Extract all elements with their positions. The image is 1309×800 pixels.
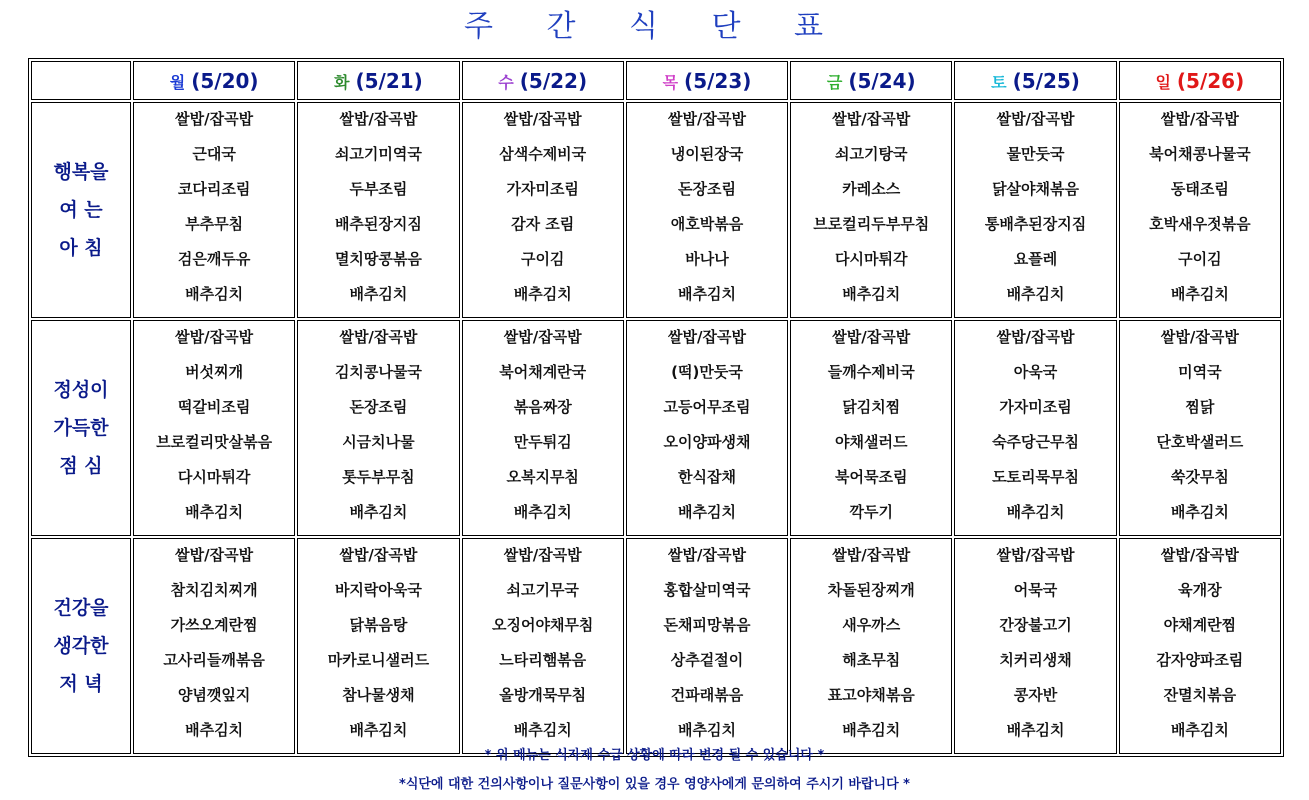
- menu-list: [791, 321, 951, 535]
- menu-list: [627, 539, 787, 753]
- menu-item: 근대국: [192, 145, 236, 163]
- menu-item: 가쓰오계란찜: [170, 616, 258, 634]
- menu-item: 구이김: [1178, 250, 1222, 268]
- menu-item: 쌀밥/잡곡밥: [1160, 328, 1239, 346]
- menu-item: 가자미조림: [506, 180, 579, 198]
- day-date: (5/22): [519, 68, 588, 93]
- menu-item: 한식잡채: [678, 468, 736, 486]
- menu-item: 북어채계란국: [499, 363, 587, 381]
- menu-item: 요플레: [1013, 250, 1058, 268]
- menu-item: 배추김치: [1006, 503, 1065, 521]
- menu-cell: [133, 320, 295, 536]
- menu-item: 쌀밥/잡곡밥: [339, 110, 418, 128]
- menu-list: [1120, 539, 1280, 753]
- menu-item: 치커리생채: [999, 651, 1072, 669]
- menu-list: [955, 321, 1115, 535]
- menu-item: 떡갈비조림: [177, 398, 251, 416]
- menu-item: 돈장조림: [349, 398, 408, 416]
- menu-item: 냉이된장국: [670, 145, 744, 163]
- day-date: (5/25): [1012, 68, 1080, 93]
- menu-cell: [954, 320, 1116, 536]
- day-header-row: [31, 61, 1281, 100]
- menu-item: 애호박볶음: [670, 215, 744, 233]
- menu-list: [627, 103, 787, 317]
- menu-item: 쌀밥/잡곡밥: [996, 546, 1075, 564]
- menu-item: 쌀밥/잡곡밥: [1160, 546, 1239, 564]
- weekly-menu-table: [28, 58, 1284, 757]
- menu-item: 쌀밥/잡곡밥: [339, 328, 418, 346]
- menu-item: 시금치나물: [342, 433, 415, 451]
- notice-line-2: *식단에 대한 건의사항이나 질문사항이 있을 경우 영양사에게 문의하여 주시기 바랍니다 *: [399, 777, 910, 792]
- menu-list: [627, 321, 787, 535]
- menu-item: 아욱국: [1013, 363, 1058, 381]
- menu-cell: [133, 538, 295, 754]
- menu-cell: [133, 102, 295, 318]
- menu-item: 배추김치: [842, 285, 901, 303]
- menu-item: 닭살야채볶음: [992, 180, 1080, 198]
- menu-item: 쑥갓무침: [1170, 468, 1229, 486]
- menu-item: 북어채콩나물국: [1149, 145, 1251, 163]
- day-header-mon: [133, 61, 295, 100]
- day-icon: 수: [498, 72, 514, 92]
- meal-label: [31, 538, 131, 754]
- meal-row-lunch: [31, 320, 1281, 536]
- menu-list: [134, 321, 294, 535]
- menu-item: 단호박샐러드: [1156, 433, 1244, 451]
- menu-item: 닭김치찜: [842, 398, 901, 416]
- menu-cell: [790, 538, 952, 754]
- menu-item: 오이양파생채: [663, 433, 751, 451]
- menu-item: 쌀밥/잡곡밥: [832, 110, 911, 128]
- menu-item: 배추김치: [513, 285, 572, 303]
- menu-item: 배추김치: [678, 503, 736, 521]
- menu-list: [134, 539, 294, 753]
- menu-list: [463, 321, 623, 535]
- menu-item: 깍두기: [849, 503, 893, 521]
- menu-item: 미역국: [1178, 363, 1222, 381]
- menu-cell: [1119, 320, 1281, 536]
- menu-item: 쌀밥/잡곡밥: [832, 546, 911, 564]
- menu-item: 볶음짜장: [513, 398, 572, 416]
- menu-list: [955, 539, 1115, 753]
- meal-label-line: 생각한: [53, 635, 109, 657]
- menu-item: 쌀밥/잡곡밥: [503, 546, 582, 564]
- menu-item: 찜닭: [1185, 398, 1215, 416]
- menu-item: 검은깨두유: [177, 250, 251, 268]
- meal-label-line: 여 는: [59, 199, 103, 221]
- meal-label: [31, 102, 131, 318]
- menu-item: 쌀밥/잡곡밥: [832, 328, 911, 346]
- menu-item: 배추김치: [513, 503, 572, 521]
- day-date: (5/21): [355, 68, 423, 93]
- menu-item: 물만둣국: [1006, 145, 1065, 163]
- menu-item: 버섯찌개: [185, 363, 244, 381]
- menu-cell: [1119, 102, 1281, 318]
- menu-list: [463, 539, 623, 753]
- menu-item: 마카로니샐러드: [327, 651, 430, 669]
- menu-item: 바지락아욱국: [334, 581, 422, 599]
- menu-item: 만두튀김: [513, 433, 572, 451]
- menu-item: 돈채피망볶음: [663, 616, 751, 634]
- menu-item: 배추김치: [185, 503, 244, 521]
- menu-item: 양념깻잎지: [177, 686, 251, 704]
- menu-item: 간장불고기: [999, 616, 1072, 634]
- menu-item: 감자 조림: [511, 215, 575, 233]
- menu-item: 배추김치: [1006, 721, 1065, 739]
- menu-item: 배추김치: [185, 721, 244, 739]
- menu-list: [134, 103, 294, 317]
- day-header-sun: [1119, 61, 1281, 100]
- day-date: (5/24): [848, 68, 916, 93]
- meal-row-dinner: [31, 538, 1281, 754]
- menu-item: 배추김치: [842, 721, 901, 739]
- meal-label-line: 건강을: [53, 597, 109, 619]
- menu-cell: [462, 102, 624, 318]
- menu-item: 올방개묵무침: [499, 686, 587, 704]
- menu-cell: [626, 102, 788, 318]
- menu-item: 쌀밥/잡곡밥: [175, 110, 254, 128]
- menu-item: 쌀밥/잡곡밥: [175, 546, 254, 564]
- menu-cell: [462, 538, 624, 754]
- menu-item: 김치콩나물국: [334, 363, 422, 381]
- menu-item: 쌀밥/잡곡밥: [339, 546, 418, 564]
- menu-item: 쌀밥/잡곡밥: [996, 110, 1075, 128]
- menu-cell: [626, 320, 788, 536]
- menu-item: 배추김치: [1170, 285, 1229, 303]
- menu-item: 브로컬리두부무침: [813, 215, 930, 233]
- menu-item: 호박새우젓볶음: [1149, 215, 1251, 233]
- menu-cell: [297, 538, 459, 754]
- menu-cell: [626, 538, 788, 754]
- menu-list: [955, 103, 1115, 317]
- menu-item: 차돌된장찌개: [827, 581, 915, 599]
- day-header-wed: [462, 61, 624, 100]
- menu-item: 숙주당근무침: [992, 433, 1080, 451]
- menu-item: 다시마튀각: [177, 468, 251, 486]
- menu-item: 어묵국: [1013, 581, 1058, 599]
- day-header-tue: [297, 61, 459, 100]
- menu-item: 돈장조림: [678, 180, 736, 198]
- menu-item: 배추김치: [349, 721, 408, 739]
- menu-item: 배추김치: [1006, 285, 1065, 303]
- menu-list: [298, 103, 458, 317]
- menu-item: 상추겉절이: [670, 651, 744, 669]
- menu-item: 오징어야채무침: [491, 616, 594, 634]
- menu-item: 쌀밥/잡곡밥: [668, 328, 746, 346]
- meal-label-line: 아 침: [59, 237, 103, 259]
- menu-list: [791, 103, 951, 317]
- menu-item: 건파래볶음: [670, 686, 744, 704]
- menu-item: 육개장: [1178, 581, 1222, 599]
- menu-item: 쇠고기무국: [506, 581, 579, 599]
- meal-label-line: 행복을: [53, 161, 109, 183]
- day-date: (5/20): [191, 68, 259, 93]
- day-date: (5/26): [1176, 68, 1245, 93]
- menu-item: 잔멸치볶음: [1163, 686, 1237, 704]
- menu-item: 닭볶음탕: [349, 616, 408, 634]
- menu-item: 코다리조림: [177, 180, 251, 198]
- notice-line-1: * 위 메뉴는 식자재 수급 상황에 따라 변경 될 수 있습니다 *: [484, 748, 825, 763]
- menu-item: 배추김치: [513, 721, 572, 739]
- menu-item: 쌀밥/잡곡밥: [1160, 110, 1239, 128]
- menu-list: [463, 103, 623, 317]
- meal-label-line: 가득한: [53, 417, 109, 439]
- day-header-fri: [790, 61, 952, 100]
- menu-cell: [790, 102, 952, 318]
- menu-item: 삼색수제비국: [499, 145, 587, 163]
- page-title: 주 간 식 단 표: [463, 9, 846, 44]
- corner-cell: [31, 61, 131, 100]
- menu-item: 멸치땅콩볶음: [334, 250, 422, 268]
- day-header-sat: [954, 61, 1116, 100]
- day-icon: 금: [826, 72, 843, 92]
- menu-cell: [954, 102, 1116, 318]
- menu-item: 들깨수제비국: [827, 363, 915, 381]
- menu-item: 도토리묵무침: [992, 468, 1080, 486]
- menu-list: [1120, 321, 1280, 535]
- menu-item: 가자미조림: [999, 398, 1072, 416]
- day-icon: 일: [1155, 72, 1171, 92]
- menu-item: 콩자반: [1013, 686, 1058, 704]
- day-header-thu: [626, 61, 788, 100]
- menu-item: 배추김치: [185, 285, 244, 303]
- meal-label-line: 정성이: [53, 379, 109, 401]
- menu-item: 동태조림: [1170, 180, 1229, 198]
- menu-item: 배추김치: [1170, 503, 1229, 521]
- menu-list: [1120, 103, 1280, 317]
- menu-item: 느타리햄볶음: [499, 651, 587, 669]
- menu-item: 참나물생채: [342, 686, 415, 704]
- menu-cell: [297, 320, 459, 536]
- menu-list: [298, 539, 458, 753]
- menu-item: 새우까스: [842, 616, 901, 634]
- menu-list: [298, 321, 458, 535]
- meal-label-line: 저 녁: [59, 673, 103, 695]
- menu-item: 야채계란찜: [1163, 616, 1237, 634]
- menu-item: 오복지무침: [506, 468, 579, 486]
- menu-cell: [954, 538, 1116, 754]
- menu-item: 감자양파조림: [1156, 651, 1244, 669]
- menu-item: 톳두부무침: [342, 468, 415, 486]
- menu-item: 배추김치: [349, 503, 408, 521]
- menu-item: 참치김치찌개: [170, 581, 258, 599]
- menu-item: 구이김: [520, 250, 565, 268]
- meal-row-breakfast: [31, 102, 1281, 318]
- day-icon: 월: [169, 72, 186, 92]
- menu-item: 쌀밥/잡곡밥: [668, 546, 746, 564]
- day-date: (5/23): [684, 68, 752, 93]
- menu-item: 표고야채볶음: [827, 686, 915, 704]
- menu-item: 쌀밥/잡곡밥: [668, 110, 746, 128]
- menu-item: 다시마튀각: [835, 250, 908, 268]
- menu-item: 통배추된장지짐: [984, 215, 1087, 233]
- menu-item: 카레소스: [842, 180, 901, 198]
- menu-item: 쌀밥/잡곡밥: [996, 328, 1075, 346]
- menu-item: 배추김치: [349, 285, 408, 303]
- menu-cell: [790, 320, 952, 536]
- menu-item: 두부조림: [349, 180, 408, 198]
- menu-item: 배추김치: [1170, 721, 1229, 739]
- day-icon: 목: [662, 72, 679, 92]
- day-icon: 화: [334, 72, 350, 92]
- menu-item: 홍합살미역국: [663, 581, 751, 599]
- menu-list: [791, 539, 951, 753]
- menu-item: 고등어무조림: [663, 398, 751, 416]
- menu-item: 브로컬리맛살볶음: [156, 433, 273, 451]
- menu-item: 쇠고기탕국: [835, 145, 908, 163]
- menu-item: (떡)만둣국: [671, 363, 743, 381]
- menu-cell: [297, 102, 459, 318]
- day-icon: 토: [991, 72, 1007, 92]
- menu-item: 고사리들깨볶음: [163, 651, 265, 669]
- menu-item: 부추무침: [185, 215, 244, 233]
- menu-item: 쌀밥/잡곡밥: [503, 110, 582, 128]
- menu-item: 쇠고기미역국: [334, 145, 422, 163]
- menu-item: 쌀밥/잡곡밥: [175, 328, 254, 346]
- menu-item: 배추김치: [678, 721, 736, 739]
- menu-item: 배추김치: [678, 285, 736, 303]
- menu-cell: [462, 320, 624, 536]
- menu-cell: [1119, 538, 1281, 754]
- menu-item: 야채샐러드: [835, 433, 908, 451]
- menu-item: 해초무침: [842, 651, 901, 669]
- meal-label-line: 점 심: [59, 455, 103, 477]
- menu-item: 배추된장지짐: [334, 215, 422, 233]
- menu-item: 북어묵조림: [835, 468, 908, 486]
- menu-item: 쌀밥/잡곡밥: [503, 328, 582, 346]
- menu-item: 바나나: [685, 250, 729, 268]
- meal-label: [31, 320, 131, 536]
